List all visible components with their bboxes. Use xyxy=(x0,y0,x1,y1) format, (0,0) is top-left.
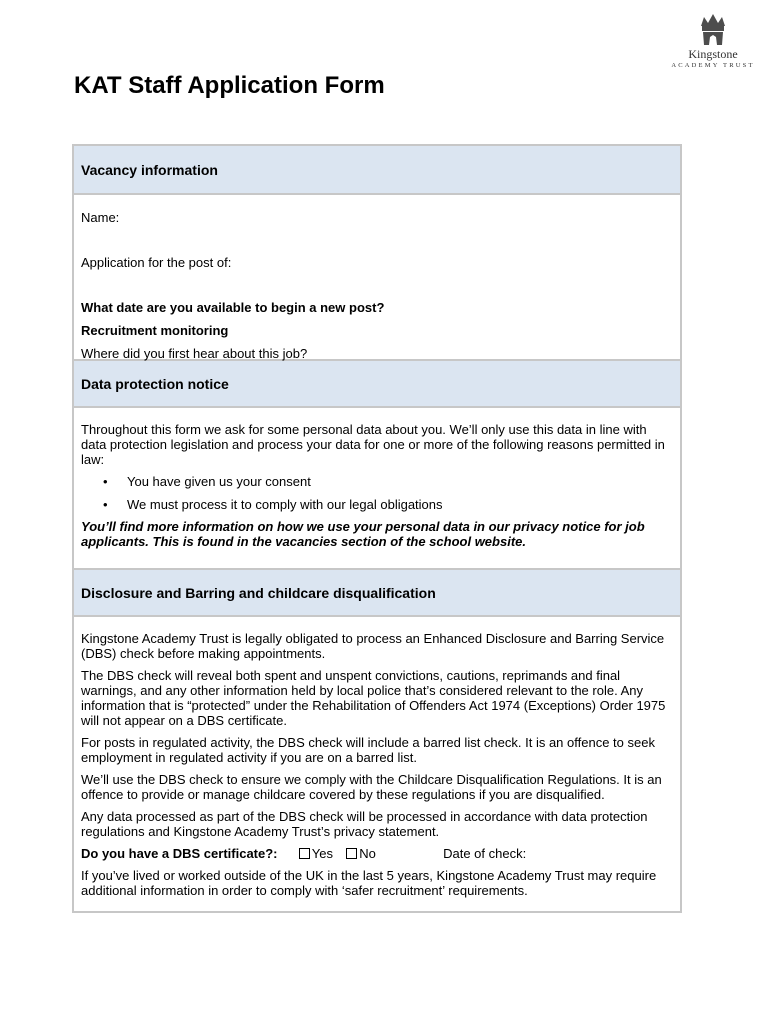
date-of-check-label: Date of check: xyxy=(443,846,527,861)
reasons-list xyxy=(81,474,673,512)
list-item: • We must process it to comply with our legal obligations xyxy=(81,497,673,512)
crown-icon xyxy=(698,12,728,46)
yes-label: Yes xyxy=(311,846,333,861)
vacancy-heading: Vacancy information xyxy=(74,146,680,195)
dbs-paragraph: Any data processed as part of the DBS check will be processed in accordance with data protection regulations and Kingstone Academy Trust’s privacy statement. xyxy=(81,809,648,839)
logo-subtitle: ACADEMY TRUST xyxy=(671,62,755,69)
data-protection-heading: Data protection notice xyxy=(74,361,680,408)
dbs-heading: Disclosure and Barring and childcare disqualification xyxy=(74,570,680,617)
dbs-section xyxy=(74,617,680,911)
privacy-notice-note: You’ll find more information on how we use your personal data in our privacy notice for job applicants. This is found in the vacancies section of the school website. xyxy=(81,519,645,549)
recruitment-monitoring-heading: Recruitment monitoring xyxy=(81,323,229,338)
dbs-paragraph: Kingstone Academy Trust is legally obligated to process an Enhanced Disclosure and Barring Service (DBS) check before making appointments. xyxy=(81,631,665,661)
dbs-paragraph: For posts in regulated activity, the DBS check will include a barred list check. It is an offence to seek employment in regulated activity if you are on a barred list. xyxy=(81,735,655,765)
overseas-requirement-note: If you’ve lived or worked outside of the UK in the last 5 years, Kingstone Academy Trust may require additional information in order to comply with ‘safer recruitment’ requirements. xyxy=(81,868,657,898)
logo-name: Kingstone xyxy=(688,47,738,61)
logo xyxy=(668,12,758,69)
application-form xyxy=(72,144,682,913)
name-label: Name: xyxy=(81,210,120,225)
page-title: KAT Staff Application Form xyxy=(74,72,385,99)
dbs-paragraph: We’ll use the DBS check to ensure we comply with the Childcare Disqualification Regulations. It is an offence to provide or manage childcare covered by these regulations if you are disqualified. xyxy=(81,772,662,802)
hear-about-job-question: Where did you first hear about this job? xyxy=(81,346,308,361)
dbs-certificate-row xyxy=(81,846,673,861)
data-protection-intro: Throughout this form we ask for some personal data about you. We’ll only use this data in line with data protection legislation and process your data for one or more of the following reasons permitted in law: xyxy=(81,422,665,467)
dbs-paragraph: The DBS check will reveal both spent and unspent convictions, cautions, reprimands and final warnings, and any other information held by local police that’s considered relevant to the role. Any information that is “protected” under the Rehabilitation of Offenders Act 1974 (Exceptions) Order 1975 will not appear on a DBS certificate. xyxy=(81,668,666,728)
no-label: No xyxy=(359,846,376,861)
yes-checkbox[interactable] xyxy=(299,848,310,859)
dbs-certificate-question: Do you have a DBS certificate?: xyxy=(81,846,278,861)
no-checkbox[interactable] xyxy=(346,848,357,859)
post-label: Application for the post of: xyxy=(81,255,232,270)
data-protection-section xyxy=(74,408,680,570)
list-item: • You have given us your consent xyxy=(81,474,673,489)
vacancy-section xyxy=(74,195,680,361)
start-date-question: What date are you available to begin a new post? xyxy=(81,300,385,315)
